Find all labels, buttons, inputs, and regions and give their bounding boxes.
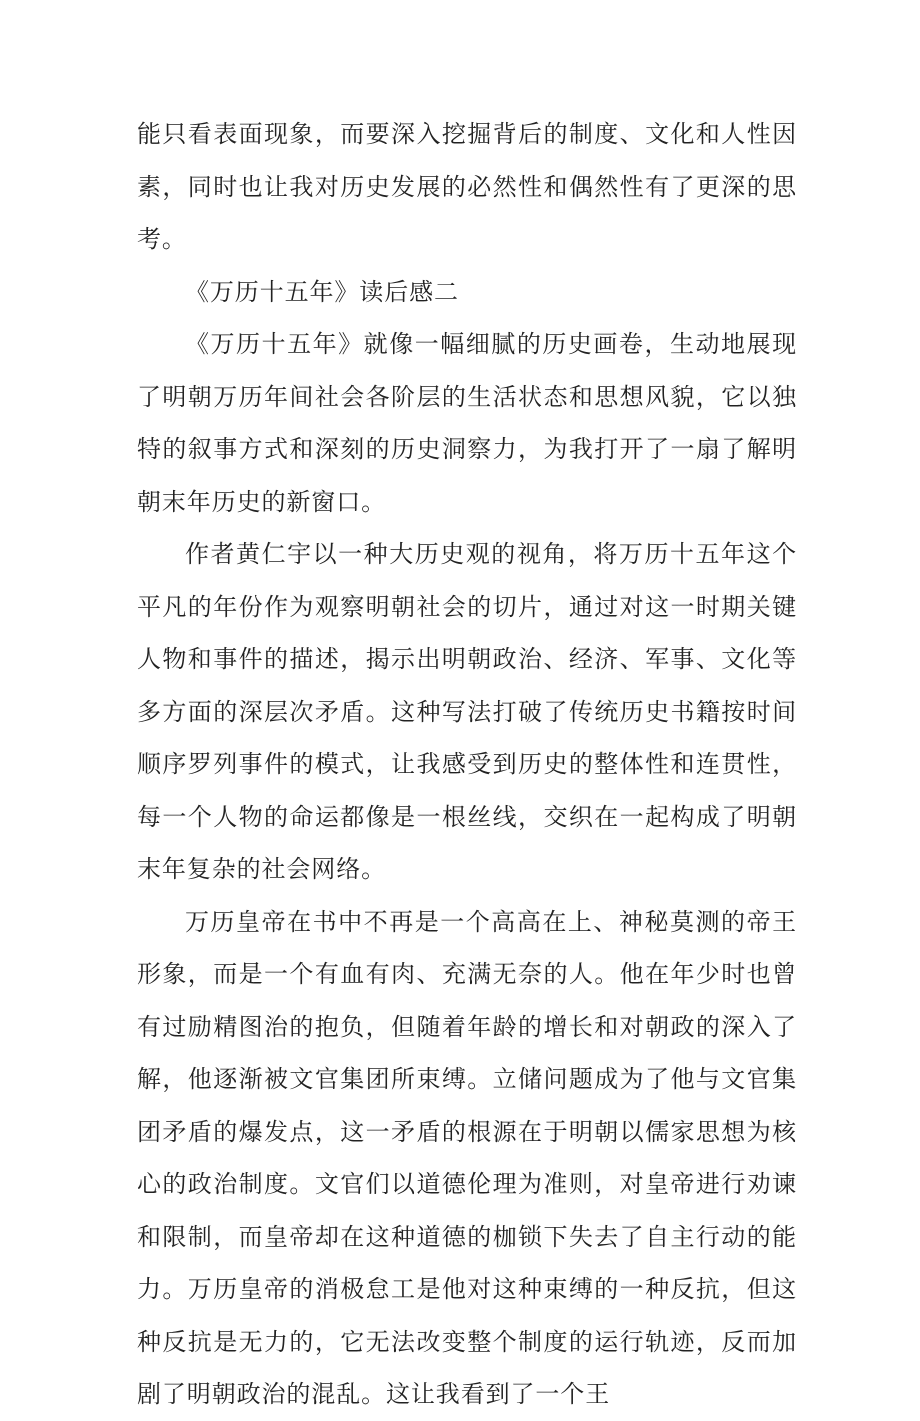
section-heading: 《万历十五年》读后感二 [185,277,459,306]
body-paragraph: 《万历十五年》就像一幅细腻的历史画卷，生动地展现了明朝万历年间社会各阶层的生活状态和思想风貌，它以独特的叙事方式和深刻的历史洞察力，为我打开了一扇了解明朝末年历史的新窗口。 [137,330,797,516]
document-body [137,108,797,1421]
body-paragraph: 作者黄仁宇以一种大历史观的视角，将万历十五年这个平凡的年份作为观察明朝社会的切片，通过对这一时期关键人物和事件的描述，揭示出明朝政治、经济、军事、文化等多方面的深层次矛盾。这种写法打破了传统历史书籍按时间顺序罗列事件的模式，让我感受到历史的整体性和连贯性，每一个人物的命运都像是一根丝线，交织在一起构成了明朝末年复杂的社会网络。 [137,540,797,883]
body-paragraph: 万历皇帝在书中不再是一个高高在上、神秘莫测的帝王形象，而是一个有血有肉、充满无奈的人。他在年少时也曾有过励精图治的抱负，但随着年龄的增长和对朝政的深入了解，他逐渐被文官集团所束缚。立储问题成为了他与文官集团矛盾的爆发点，这一矛盾的根源在于明朝以儒家思想为核心的政治制度。文官们以道德伦理为准则，对皇帝进行劝谏和限制，而皇帝却在这种道德的枷锁下失去了自主行动的能力。万历皇帝的消极怠工是他对这种束缚的一种反抗，但这种反抗是无力的，它无法改变整个制度的运行轨迹，反而加剧了明朝政治的混乱。这让我看到了一个王 [137,907,797,1408]
continuation-paragraph: 能只看表面现象，而要深入挖掘背后的制度、文化和人性因素，同时也让我对历史发展的必然性和偶然性有了更深的思考。 [137,120,797,253]
